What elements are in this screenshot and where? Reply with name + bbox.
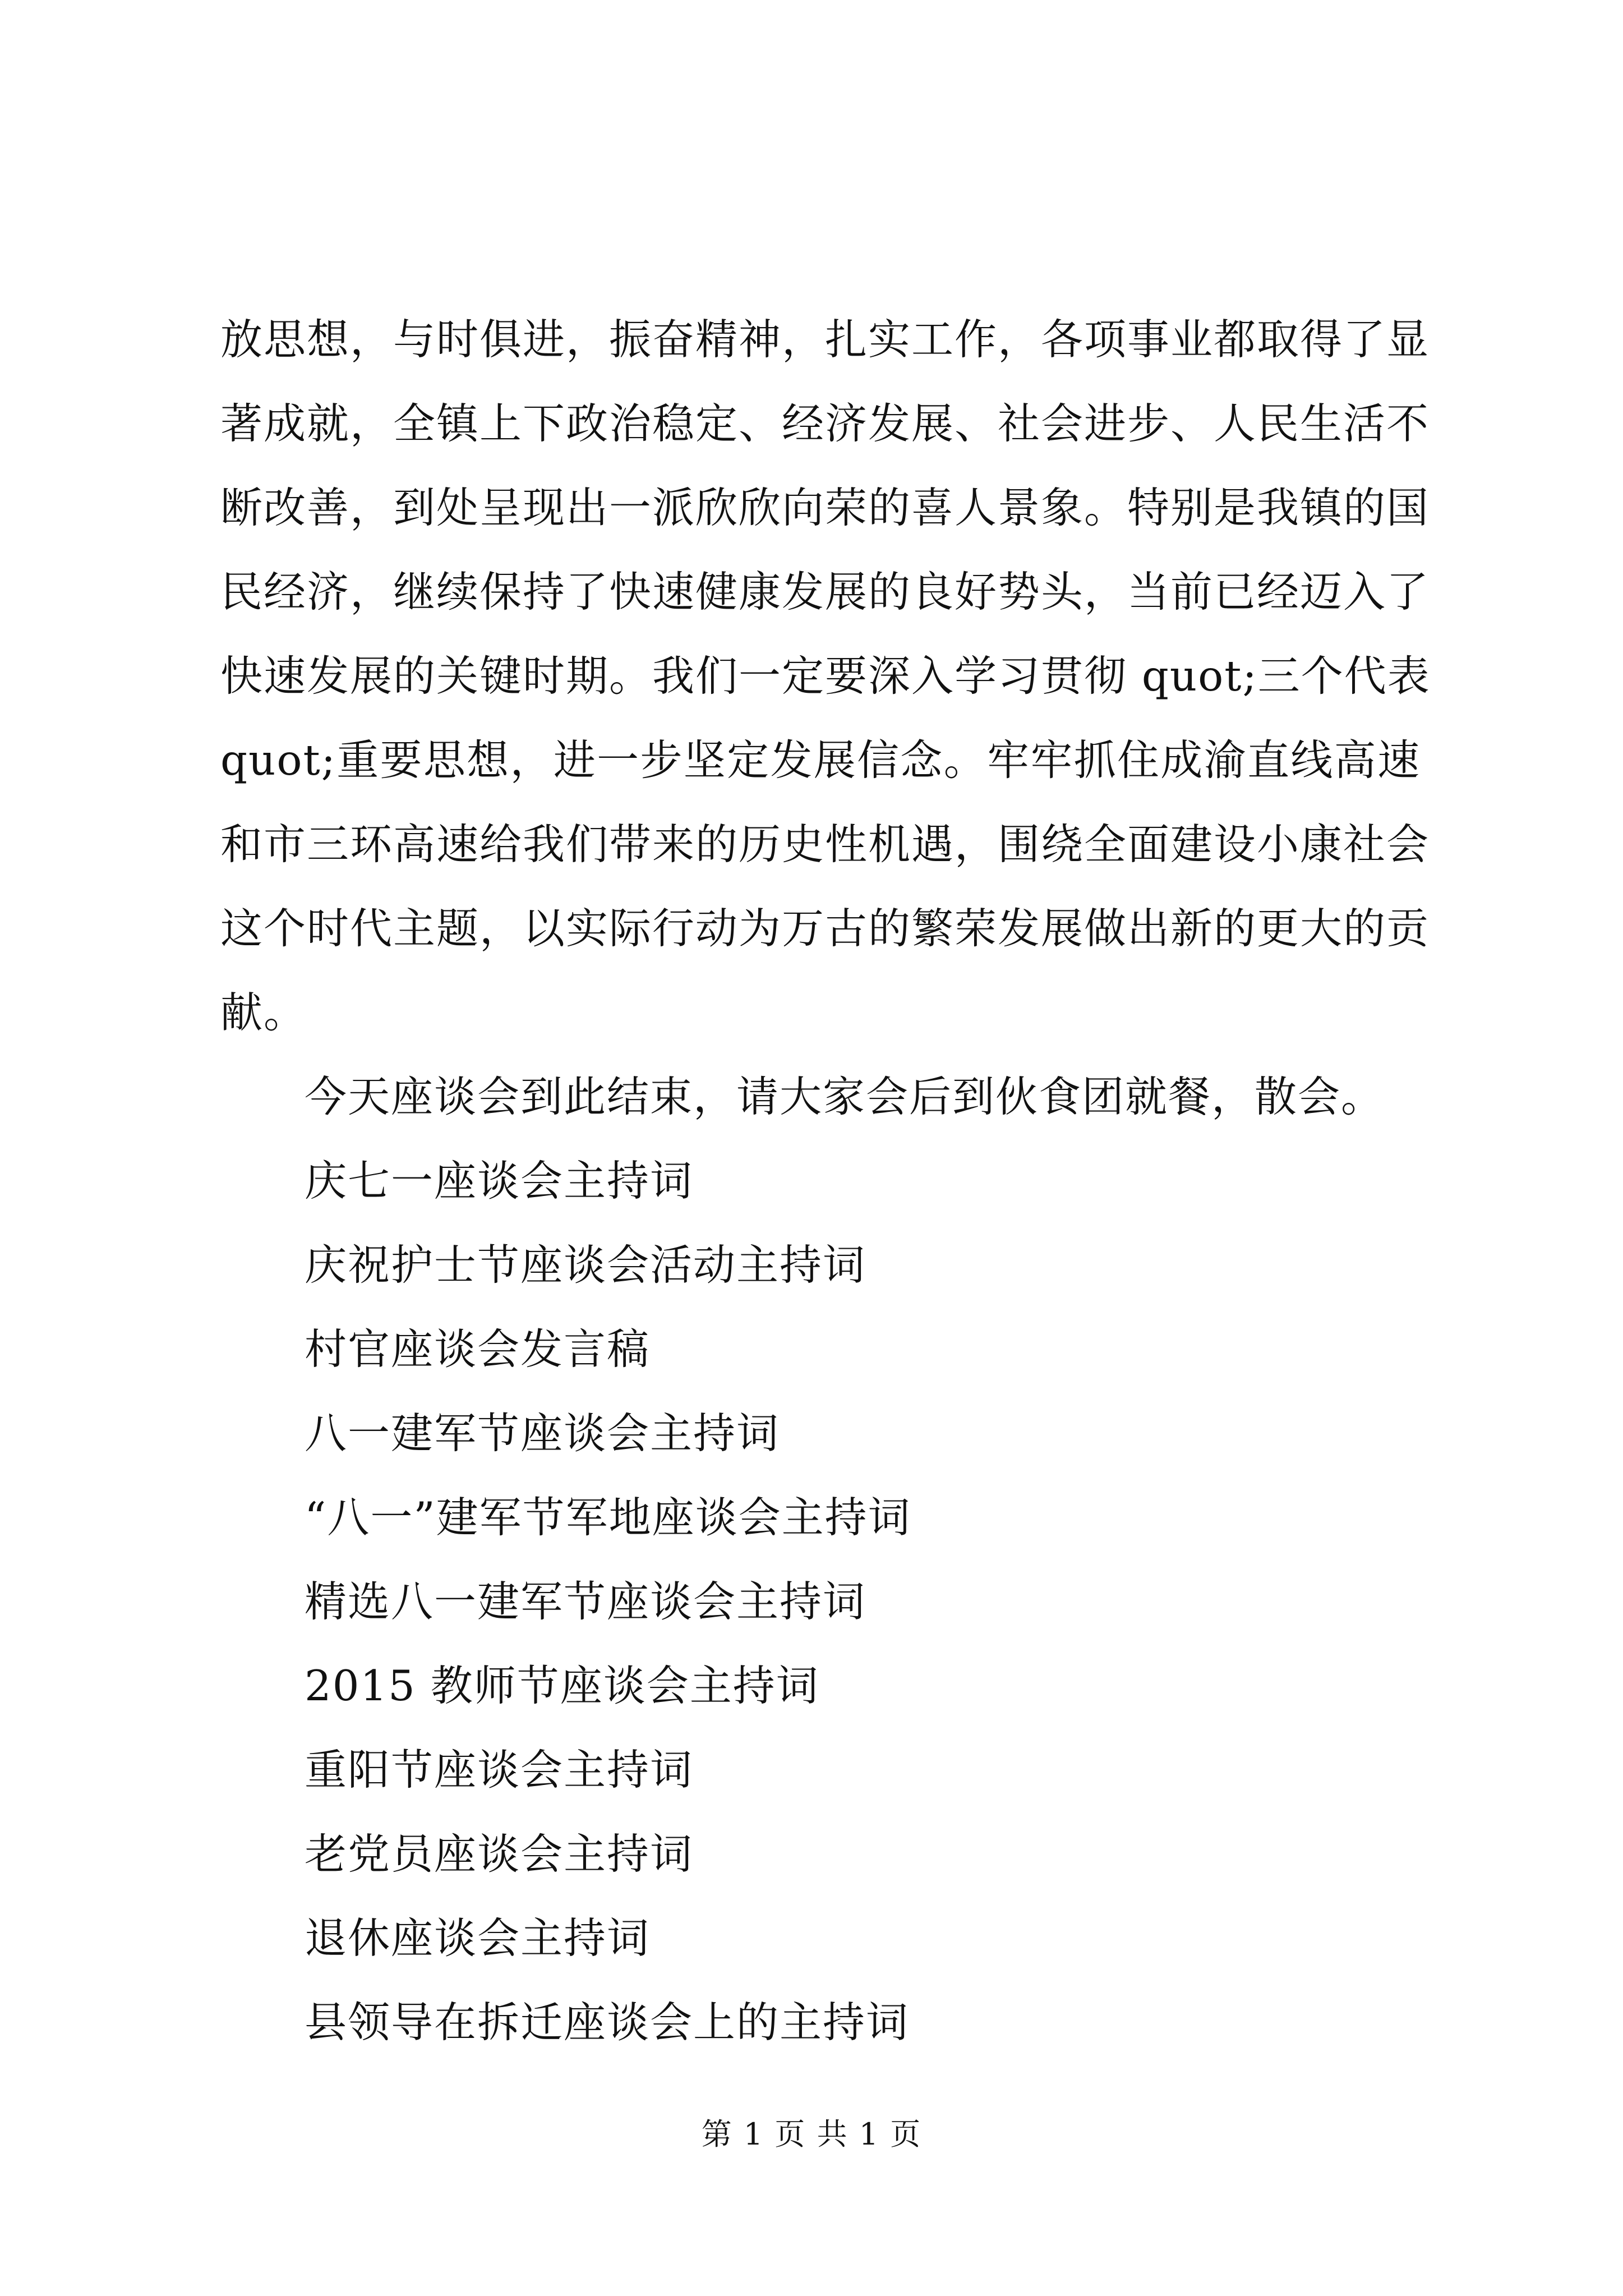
related-title: 重阳节座谈会主持词 (305, 1745, 694, 1795)
related-title: 八一建军节座谈会主持词 (305, 1409, 780, 1458)
paragraph-line: 这个时代主题，以实际行动为万古的繁荣发展做出新的更大的贡 (220, 904, 1430, 953)
closing-remark: 今天座谈会到此结束，请大家会后到伙食团就餐，散会。 (305, 1072, 1385, 1121)
paragraph-line: 和市三环高速给我们带来的历史性机遇，围绕全面建设小康社会 (220, 820, 1430, 869)
related-title: 精选八一建军节座谈会主持词 (305, 1577, 866, 1626)
paragraph-line: 放思想，与时俱进，振奋精神，扎实工作，各项事业都取得了显 (220, 315, 1430, 364)
related-title: 退休座谈会主持词 (305, 1913, 651, 1963)
paragraph-line: quot;重要思想，进一步坚定发展信念。牢牢抓住成渝直线高速 (220, 735, 1421, 785)
related-title: 庆祝护士节座谈会活动主持词 (305, 1240, 866, 1290)
paragraph-line: 献。 (220, 988, 307, 1037)
paragraph-line: 快速发展的关键时期。我们一定要深入学习贯彻 quot;三个代表 (220, 651, 1431, 701)
related-title: 县领导在拆迁座谈会上的主持词 (305, 1998, 910, 2047)
paragraph-line: 著成就，全镇上下政治稳定、经济发展、社会进步、人民生活不 (220, 399, 1430, 448)
related-title: 庆七一座谈会主持词 (305, 1156, 694, 1205)
paragraph-line: 民经济，继续保持了快速健康发展的良好势头，当前已经迈入了 (220, 567, 1430, 616)
page-footer: 第 1 页 共 1 页 (701, 2116, 922, 2152)
related-title: “八一”建军节军地座谈会主持词 (305, 1493, 911, 1542)
related-title: 村官座谈会发言稿 (305, 1324, 651, 1374)
related-title: 2015 教师节座谈会主持词 (305, 1661, 819, 1710)
paragraph-line: 断改善，到处呈现出一派欣欣向荣的喜人景象。特别是我镇的国 (220, 483, 1430, 532)
related-title: 老党员座谈会主持词 (305, 1829, 694, 1879)
